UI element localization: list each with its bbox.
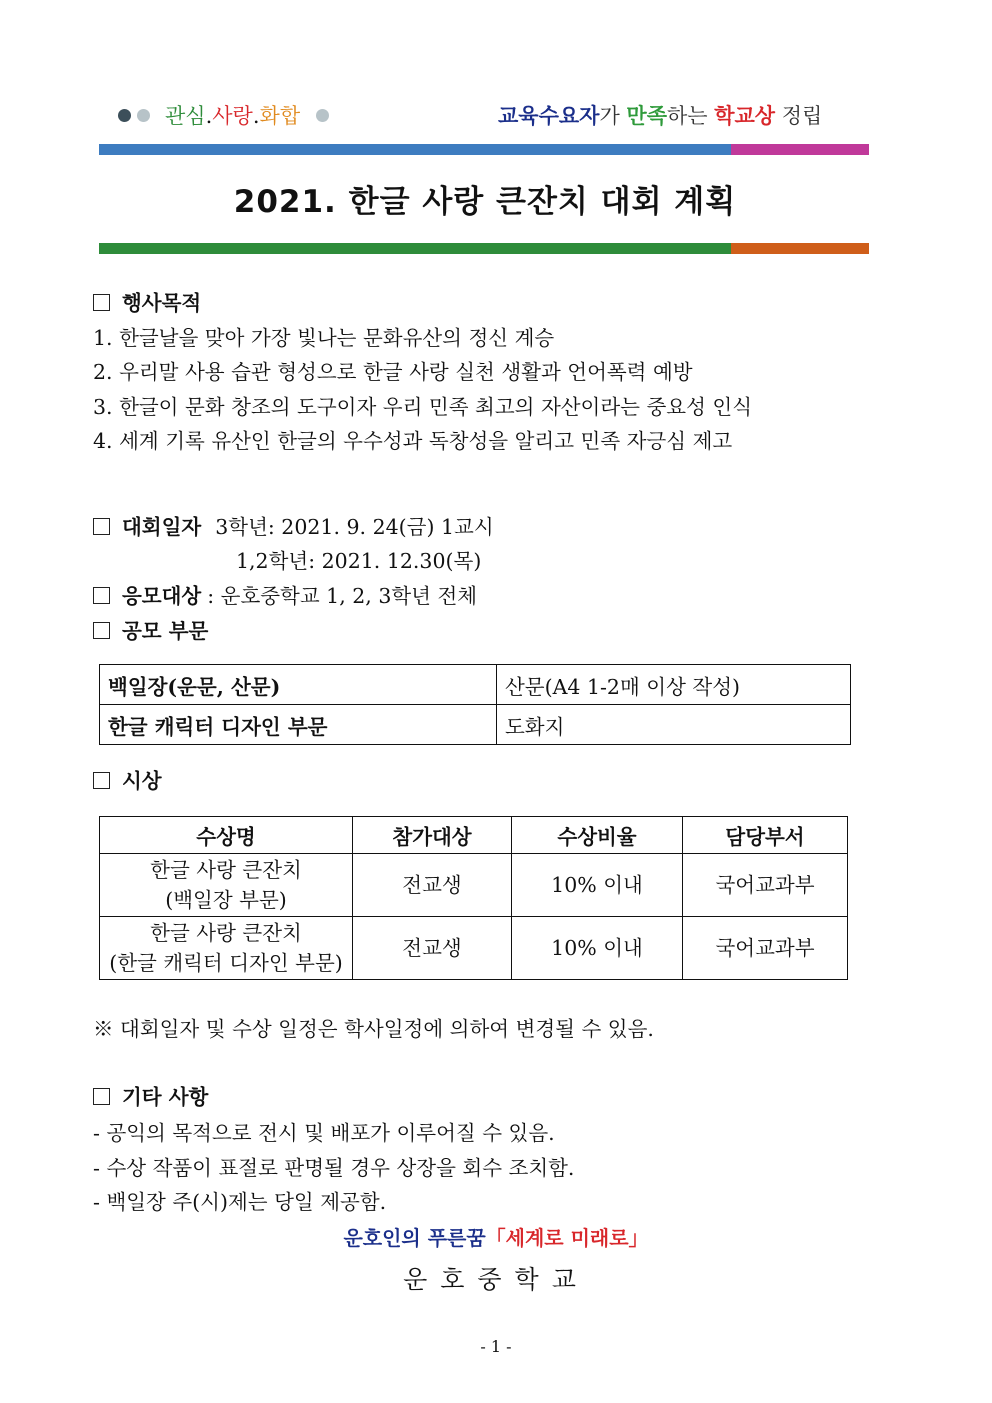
- checkbox-icon: [93, 294, 110, 311]
- award-target: 전교생: [353, 917, 512, 980]
- table-row: [100, 854, 848, 917]
- purpose-item: 4. 세계 기록 유산인 한글의 우수성과 독창성을 알리고 민족 자긍심 제고: [93, 429, 733, 453]
- schedule-heading: 대회일자: [122, 515, 202, 539]
- etc-item: - 백일장 주(시)제는 당일 제공함.: [93, 1190, 387, 1214]
- award-name: 한글 사랑 큰잔치 (한글 캐릭터 디자인 부문): [100, 917, 353, 980]
- table-row: [100, 705, 851, 745]
- purpose-item: 3. 한글이 문화 창조의 도구이자 우리 민족 최고의 자산이라는 중요성 인식: [93, 395, 753, 419]
- schedule-section: [93, 510, 494, 540]
- eligibility-heading: 응모대상: [122, 584, 202, 608]
- category-name: 한글 캐릭터 디자인 부문: [100, 705, 497, 745]
- checkbox-icon: [93, 587, 110, 604]
- award-dept: 국어교과부: [683, 854, 848, 917]
- checkbox-icon: [93, 622, 110, 639]
- page-number: - 1 -: [480, 1337, 512, 1356]
- etc-item: - 수상 작품이 표절로 판명될 경우 상장을 회수 조치함.: [93, 1156, 575, 1180]
- category-name: 백일장(운문, 산문): [100, 665, 497, 705]
- schedule-line-1: 3학년: 2021. 9. 24(금) 1교시: [215, 515, 494, 539]
- top-bar-magenta: [731, 144, 869, 155]
- column-header: 참가대상: [353, 817, 512, 854]
- header-dot-light-right: [316, 109, 329, 122]
- table-row: [100, 917, 848, 980]
- award-dept: 국어교과부: [683, 917, 848, 980]
- header-goal: 교육수요자가 만족하는 학교상 정립: [498, 103, 823, 128]
- header-dot-dark: [118, 109, 131, 122]
- awards-table: [99, 816, 848, 980]
- header-motto: 관심.사랑.화합: [165, 104, 301, 128]
- title-bar-green: [99, 243, 731, 254]
- header-dot-light: [137, 109, 150, 122]
- column-header: 수상명: [100, 817, 353, 854]
- motto-word-1: 관심: [165, 104, 206, 128]
- column-header: 수상비율: [512, 817, 683, 854]
- motto-word-2: 사랑: [212, 104, 253, 128]
- motto-word-3: 화합: [259, 104, 301, 128]
- categories-table: [99, 664, 851, 745]
- award-ratio: 10% 이내: [512, 917, 683, 980]
- eligibility-section: [93, 579, 477, 609]
- table-header-row: [100, 817, 848, 854]
- column-header: 담당부서: [683, 817, 848, 854]
- schedule-change-note: ※ 대회일자 및 수상 일정은 학사일정에 의하여 변경될 수 있음.: [93, 1017, 654, 1041]
- purpose-heading: 행사목적: [93, 286, 201, 316]
- category-detail: 도화지: [497, 705, 851, 745]
- awards-heading: 시상: [93, 764, 162, 794]
- checkbox-icon: [93, 518, 110, 535]
- purpose-item: 2. 우리말 사용 습관 형성으로 한글 사랑 실천 생활과 언어폭력 예방: [93, 360, 693, 384]
- award-name: 한글 사랑 큰잔치 (백일장 부문): [100, 854, 353, 917]
- school-name: 운호중학교: [403, 1265, 589, 1294]
- checkbox-icon: [93, 1088, 110, 1105]
- checkbox-icon: [93, 772, 110, 789]
- award-ratio: 10% 이내: [512, 854, 683, 917]
- table-row: [100, 665, 851, 705]
- footer-slogan: 운호인의 푸른꿈「세계로 미래로」: [343, 1226, 649, 1250]
- top-bar-blue: [99, 144, 731, 155]
- category-detail: 산문(A4 1-2매 이상 작성): [497, 665, 851, 705]
- categories-heading: 공모 부문: [93, 614, 208, 644]
- purpose-item: 1. 한글날을 맞아 가장 빛나는 문화유산의 정신 계승: [93, 326, 555, 350]
- eligibility-text: : 운호중학교 1, 2, 3학년 전체: [207, 584, 478, 608]
- award-target: 전교생: [353, 854, 512, 917]
- title-bar-orange: [731, 243, 869, 254]
- schedule-line-2: 1,2학년: 2021. 12.30(목): [236, 549, 482, 573]
- etc-item: - 공익의 목적으로 전시 및 배포가 이루어질 수 있음.: [93, 1121, 555, 1145]
- page-title: 2021. 한글 사랑 큰잔치 대회 계획: [233, 184, 737, 220]
- etc-heading: 기타 사항: [93, 1080, 208, 1110]
